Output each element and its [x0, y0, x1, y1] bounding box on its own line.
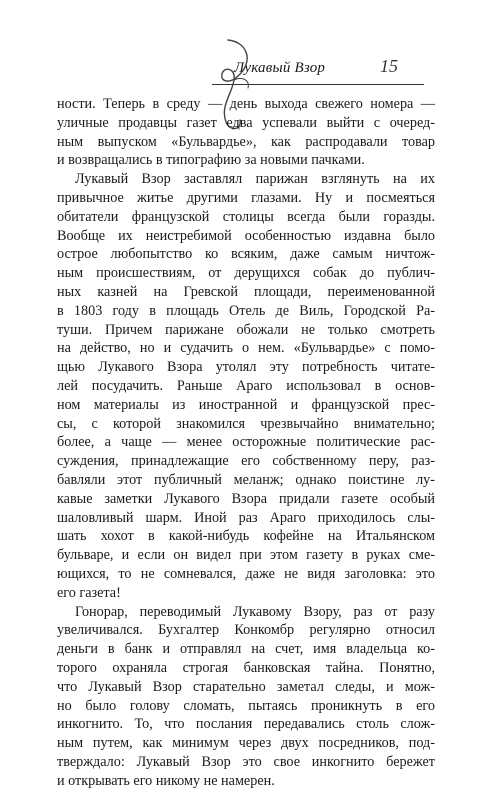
text-line: увеличивался. Бухгалтер Конкомбр регулярно относил: [57, 622, 435, 639]
text-line: туши. Причем парижане обожали не только смотреть: [57, 321, 435, 338]
paragraph: [57, 603, 435, 791]
text-line: деньги в банк и отправлял на счет, имя владельца ко-: [57, 641, 435, 658]
text-line: кавые заметки Лукавого Взора придали газете особый: [57, 490, 435, 507]
text-line: что Лукавый Взор старательно заметал следы, и мож-: [57, 678, 435, 695]
text-line: ности. Теперь в среду — день выхода свежего номера —: [57, 96, 435, 112]
text-line: привычное житье другими глазами. Ну и посмеяться: [57, 189, 435, 206]
paragraph: [57, 95, 435, 170]
text-line: ным выпуском «Бульвардье», как распродавали товар: [57, 133, 435, 150]
text-line: ным путем, как минимум через двух посредников, под-: [57, 735, 435, 752]
text-line: лей посудачить. Раньше Араго использовал в основ-: [57, 377, 435, 394]
text-line: в 1803 году в площадь Отель де Виль, Городской Ра-: [57, 302, 435, 319]
text-line: ющихся, то не сомневался, даже не видя заголовка: это: [57, 565, 435, 582]
text-line: инкогнито. То, что послания передавались столь слож-: [57, 716, 435, 733]
text-line: более, а чаще — менее осторожные политические рас-: [57, 434, 435, 451]
text-line: бавляли этот публичный меланж; однако поистине лу-: [57, 471, 435, 488]
text-line: Лукавый Взор заставлял парижан взглянуть на их: [75, 171, 435, 188]
text-line: суждения, принадлежащие его собственному перу, раз-: [57, 453, 435, 470]
text-line: ном материалы из иностранной и французской прес-: [57, 396, 435, 413]
text-line: тверждало: Лукавый Взор это свое инкогнито бережет: [57, 753, 435, 770]
text-line: Гонорар, переводимый Лукавому Взору, раз от разу: [75, 603, 435, 620]
text-line: острое любопытство ко всяким, даже самым ничтож-: [57, 246, 435, 263]
text-line: торого охраняла строгая банковская тайна. Понятно,: [57, 659, 435, 676]
text-line: сы, с которой знакомился чрезвычайно внимательно;: [57, 415, 435, 432]
text-line: уличные продавцы газет едва успевали выйти с очеред-: [57, 114, 435, 131]
text-line: его газета!: [57, 584, 121, 601]
page-number: 15: [380, 56, 398, 76]
text-line: бульваре, и если он видел при этом газету в руках сме-: [57, 547, 435, 564]
text-line: на действо, но и судачить о нем. «Бульвардье» с помо-: [57, 340, 435, 357]
running-title: Лукавый Взор: [234, 60, 326, 76]
text-line: ных казней на Гревской площади, переименованной: [57, 283, 435, 300]
text-line: и открывать его никому не намерен.: [57, 772, 275, 789]
text-line: ным происшествиям, от дерущихся собак до публич-: [57, 265, 435, 282]
text-line: но было голову сломать, пытаясь проникнуть в его: [57, 697, 435, 714]
text-line: щью Лукавого Взора утолял эту потребность читате-: [57, 359, 435, 376]
paragraph: [57, 170, 435, 602]
body-text: [57, 95, 435, 790]
text-line: обитатели французской столицы всегда были горазды.: [57, 208, 435, 225]
text-line: Вообще их неистребимой особенностью издавна было: [57, 227, 435, 244]
text-line: и возвращались в типографию за новыми пачками.: [57, 152, 365, 169]
text-line: шаловливый шарм. Иной раз Араго приходилось слы-: [57, 509, 435, 526]
text-line: шать хохот в какой-нибудь кофейне на Итальянском: [57, 528, 435, 545]
